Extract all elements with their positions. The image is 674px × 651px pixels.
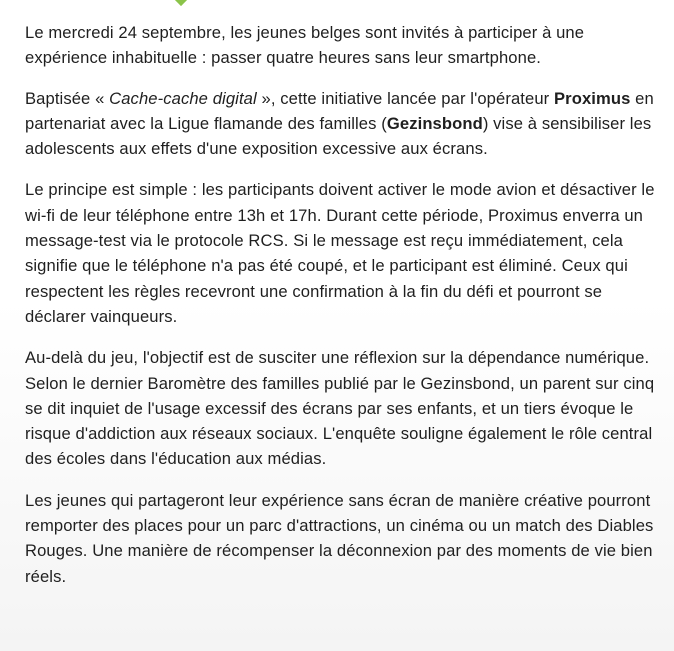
accent-decoration <box>174 0 188 6</box>
paragraph-initiative <box>25 86 655 162</box>
paragraph-rules: Le principe est simple : les participants doivent activer le mode avion et désactiver le wi-fi de leur téléphone entre 13h et 17h. Durant cette période, Proximus enverra un message-test via le protocole RCS. Si le message est reçu immédiatement, cela signifie que le téléphone n'a pas été coupé, et le participant est éliminé. Ceux qui respectent les règles recevront une confirmation à la fin du défi et pourront se déclarer vainqueurs. <box>25 180 655 326</box>
paragraph-initiative-prefix: Baptisée « <box>25 88 110 108</box>
operator-name: Proximus <box>554 88 631 108</box>
article-body <box>25 20 655 605</box>
paragraph-rewards: Les jeunes qui partageront leur expérience sans écran de manière créative pourront remporter des places pour un parc d'attractions, un cinéma ou un match des Diables Rouges. Une manière de récompenser la déconnexion par des moments de vie bien réels. <box>25 490 654 586</box>
paragraph-objective: Au-delà du jeu, l'objectif est de susciter une réflexion sur la dépendance numérique. Selon le dernier Baromètre des familles publié par le Gezinsbond, un parent sur cinq se dit inquiet de l'usage excessif des écrans par ses enfants, et un tiers évoque le risque d'addiction aux réseaux sociaux. L'enquête souligne également le rôle central des écoles dans l'éducation aux médias. <box>25 348 655 469</box>
paragraph-initiative-suffix: ) vise à sensibiliser les adolescents aux effets d'une exposition excessive aux écrans. <box>25 113 652 159</box>
partner-name: Gezinsbond <box>386 113 483 133</box>
paragraph-initiative-after-operator: en partenariat avec la Ligue flamande des familles ( <box>25 88 654 133</box>
initiative-name: Cache-cache digital <box>109 88 257 108</box>
paragraph-initiative-after-name: », cette initiative lancée par l'opérateur <box>256 88 554 108</box>
paragraph-intro: Le mercredi 24 septembre, les jeunes belges sont invités à participer à une expérience inhabituelle : passer quatre heures sans leur smartphone. <box>25 23 585 68</box>
